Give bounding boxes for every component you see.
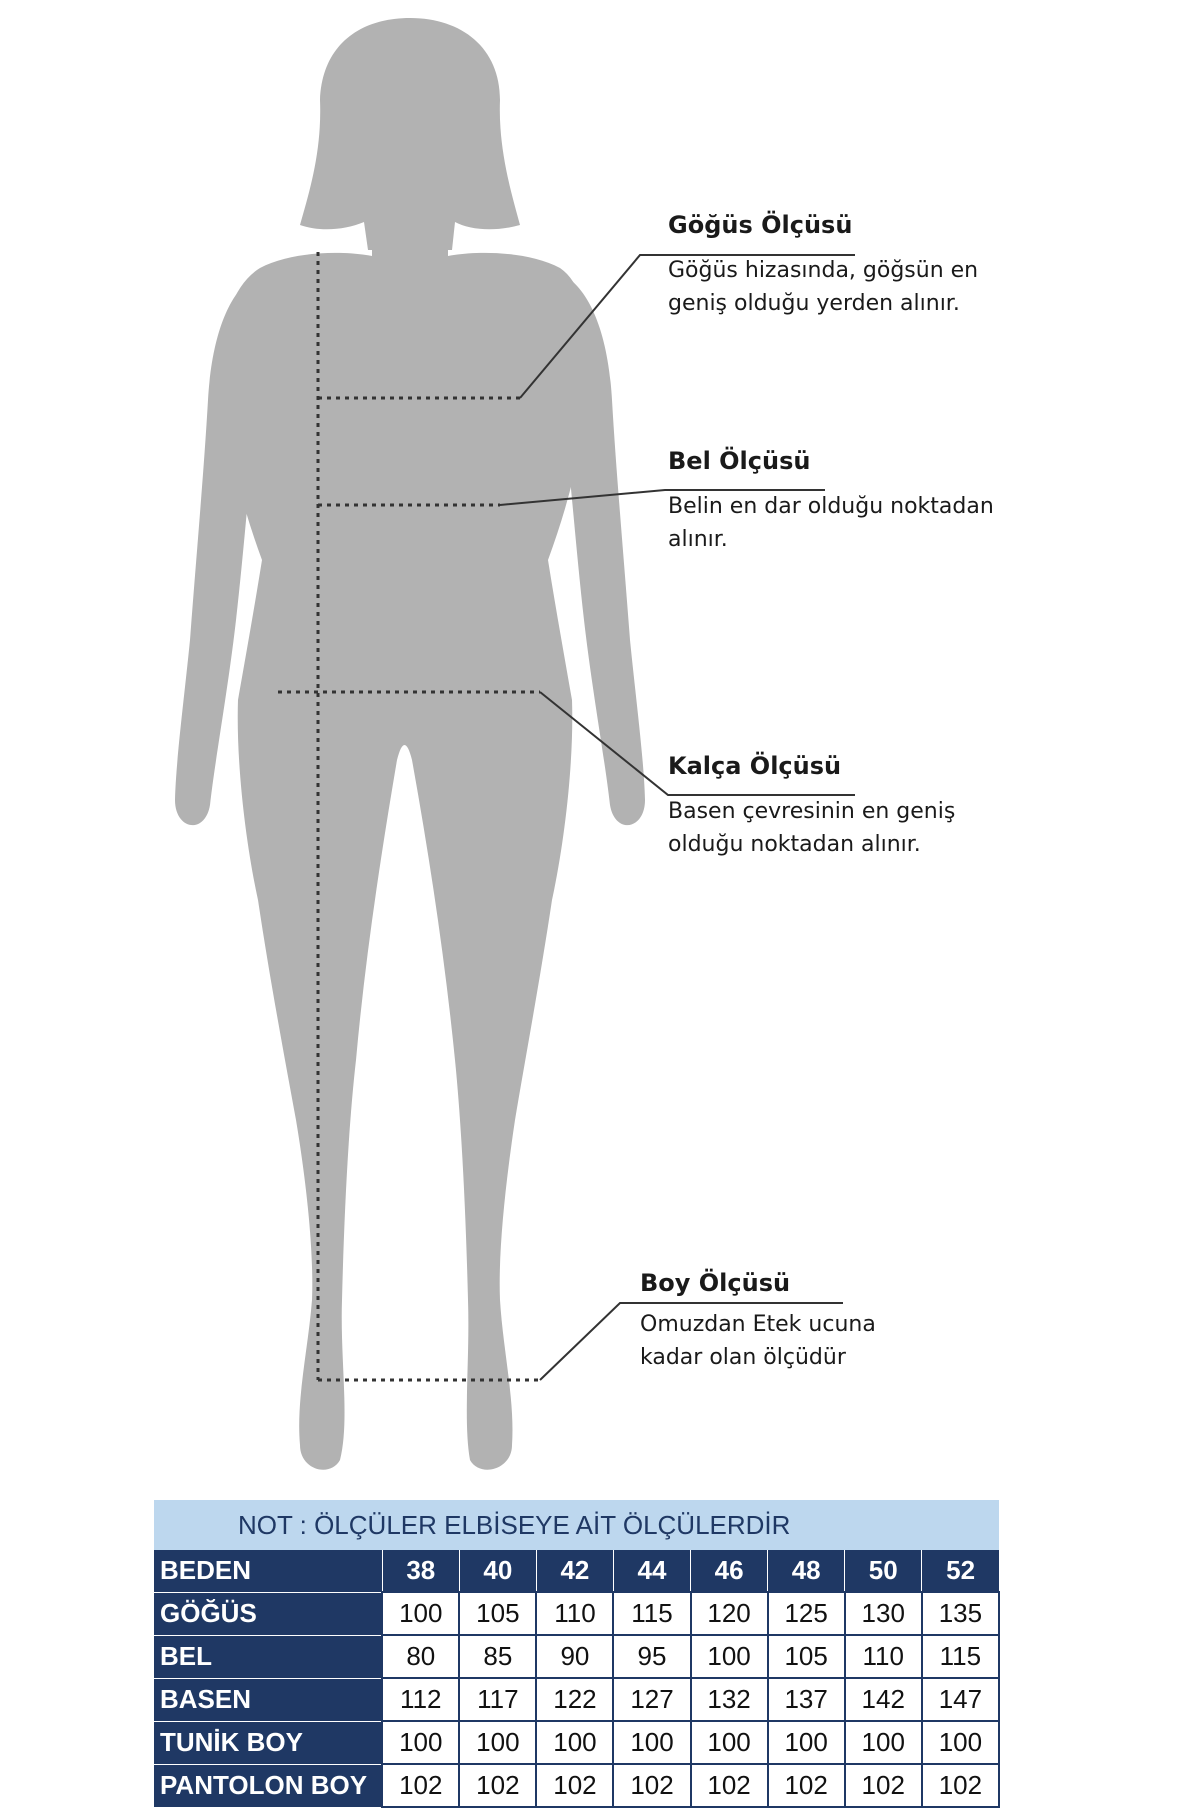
length-desc-line1: Omuzdan Etek ucuna (640, 1312, 876, 1337)
chest-title: Göğüs Ölçüsü (668, 211, 853, 239)
table-cell: 127 (613, 1678, 690, 1721)
table-row (154, 1592, 999, 1635)
header-size: 52 (922, 1550, 999, 1592)
silhouette-body (221, 253, 589, 1470)
header-size: 46 (691, 1550, 768, 1592)
table-cell: 85 (459, 1635, 536, 1678)
chest-callout (668, 210, 978, 320)
hip-desc-line1: Basen çevresinin en geniş (668, 799, 956, 824)
table-cell: 132 (691, 1678, 768, 1721)
row-label: BEL (154, 1635, 382, 1678)
length-title: Boy Ölçüsü (640, 1269, 791, 1297)
waist-title: Bel Ölçüsü (668, 447, 811, 475)
table-cell: 122 (536, 1678, 613, 1721)
table-cell: 90 (536, 1635, 613, 1678)
chest-desc-line2: geniş olduğu yerden alınır. (668, 291, 960, 316)
table-cell: 100 (536, 1721, 613, 1764)
waist-desc-line1: Belin en dar olduğu noktadan (668, 494, 994, 519)
table-cell: 100 (382, 1721, 459, 1764)
table-cell: 125 (768, 1592, 845, 1635)
table-row (154, 1764, 999, 1807)
table-cell: 137 (768, 1678, 845, 1721)
length-desc-line2: kadar olan ölçüdür (640, 1345, 846, 1370)
table-note-row (154, 1501, 999, 1551)
chest-desc-line1: Göğüs hizasında, göğsün en (668, 258, 979, 283)
table-cell: 147 (922, 1678, 999, 1721)
table-row (154, 1635, 999, 1678)
table-cell: 117 (459, 1678, 536, 1721)
table-cell: 102 (845, 1764, 922, 1807)
header-size: 42 (536, 1550, 613, 1592)
table-cell: 100 (922, 1721, 999, 1764)
table-cell: 102 (459, 1764, 536, 1807)
table-cell: 130 (845, 1592, 922, 1635)
header-size: 48 (768, 1550, 845, 1592)
table-cell: 120 (691, 1592, 768, 1635)
row-label: TUNİK BOY (154, 1721, 382, 1764)
hip-title: Kalça Ölçüsü (668, 752, 842, 780)
table-row (154, 1678, 999, 1721)
table-cell: 115 (922, 1635, 999, 1678)
header-size: 50 (845, 1550, 922, 1592)
table-cell: 100 (459, 1721, 536, 1764)
hip-desc-line2: olduğu noktadan alınır. (668, 832, 921, 857)
table-cell: 100 (382, 1592, 459, 1635)
table-cell: 112 (382, 1678, 459, 1721)
table-cell: 105 (459, 1592, 536, 1635)
waist-description (668, 490, 994, 556)
header-size: 38 (382, 1550, 459, 1592)
table-cell: 100 (845, 1721, 922, 1764)
table-cell: 105 (768, 1635, 845, 1678)
hip-callout (668, 751, 955, 861)
table-cell: 102 (768, 1764, 845, 1807)
waist-callout (668, 446, 994, 556)
length-callout (640, 1268, 876, 1374)
table-header-row (154, 1550, 999, 1592)
table-cell: 142 (845, 1678, 922, 1721)
table-cell: 102 (613, 1764, 690, 1807)
size-table (154, 1500, 1000, 1808)
table-cell: 110 (845, 1635, 922, 1678)
table-cell: 100 (691, 1635, 768, 1678)
row-label: BASEN (154, 1678, 382, 1721)
header-size: 44 (613, 1550, 690, 1592)
female-silhouette (175, 18, 645, 1470)
table-cell: 100 (613, 1721, 690, 1764)
chest-description (668, 254, 978, 320)
hip-description (668, 795, 955, 861)
table-row (154, 1721, 999, 1764)
table-cell: 100 (691, 1721, 768, 1764)
row-label: GÖĞÜS (154, 1592, 382, 1635)
table-cell: 110 (536, 1592, 613, 1635)
row-label: PANTOLON BOY (154, 1764, 382, 1807)
table-cell: 135 (922, 1592, 999, 1635)
header-label: BEDEN (154, 1550, 382, 1592)
table-cell: 115 (613, 1592, 690, 1635)
table-cell: 100 (768, 1721, 845, 1764)
header-size: 40 (459, 1550, 536, 1592)
length-description (640, 1308, 876, 1374)
table-cell: 102 (691, 1764, 768, 1807)
table-cell: 80 (382, 1635, 459, 1678)
table-note: NOT : ÖLÇÜLER ELBİSEYE AİT ÖLÇÜLERDİR (154, 1501, 999, 1551)
table-cell: 102 (922, 1764, 999, 1807)
table-cell: 95 (613, 1635, 690, 1678)
table-cell: 102 (382, 1764, 459, 1807)
table-cell: 102 (536, 1764, 613, 1807)
waist-desc-line2: alınır. (668, 527, 728, 552)
